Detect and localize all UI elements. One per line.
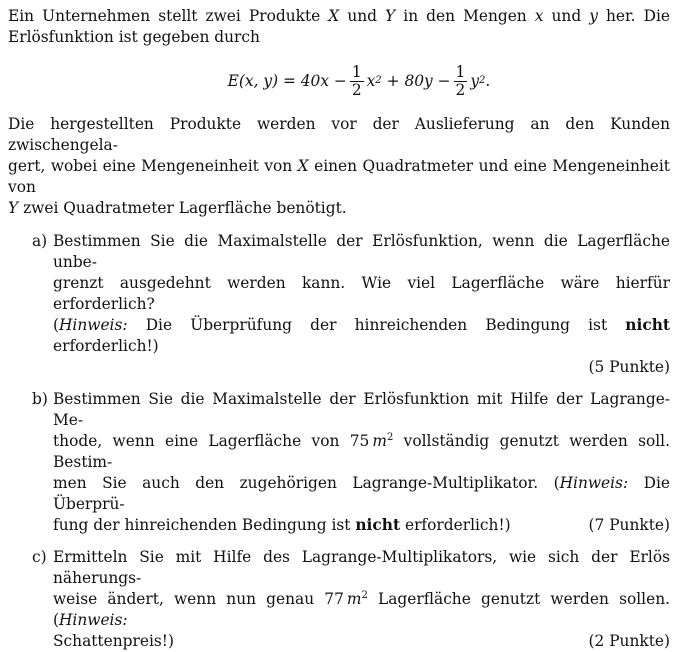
intro-line-1: Ein Unternehmen stellt zwei Produkte X und Y in den Mengen x und y her. Die bbox=[8, 7, 670, 25]
task-b-label: b) bbox=[32, 390, 48, 408]
task-b: b) Bestimmen Sie die Maximalstelle der Erlösfunktion mit Hilfe der Lagrange-Me- thode, wenn eine Lagerfläche von 75 $m^2$ vollständig genutzt werden soll. Bestim- men Sie auch den zugehörigen Lagrange-Multiplikator. (Hinweis: Die Überprü- fung der hinreichenden Bedingung ist nicht erforderlich!) (7 Punkte) bbox=[32, 390, 670, 534]
storage-line-3: Y zwei Quadratmeter Lagerfläche benötigt. bbox=[8, 199, 347, 217]
task-a-label: a) bbox=[32, 232, 48, 250]
task-a-points: (5 Punkte) bbox=[588, 358, 670, 376]
fraction-one-half-1: $\frac{1}{2}$ bbox=[351, 62, 362, 99]
intro-line-2: Erlösfunktion ist gegeben durch bbox=[8, 28, 260, 46]
task-c: c) Ermitteln Sie mit Hilfe des Lagrange-Multiplikators, wie sich der Erlös näherungs- weise ändert, wenn nun genau 77 $m^2$ Lagerfläche genutzt werden sollen. (Hinweis: Schattenpreis!) (2 Punkte) bbox=[32, 548, 671, 650]
storage-paragraph bbox=[8, 114, 670, 219]
fraction-one-half-2: $\frac{1}{2}$ bbox=[455, 62, 466, 99]
storage-line-2: gert, wobei eine Mengeneinheit von X einen Quadratmeter und eine Mengeneinheit von bbox=[8, 157, 670, 196]
task-c-label: c) bbox=[32, 548, 47, 566]
task-a: a) Bestimmen Sie die Maximalstelle der Erlösfunktion, wenn die Lagerfläche unbe- grenzt ausgedehnt werden kann. Wie viel Lagerfläche wäre hierfür erforderlich? (Hinweis: Die Überprüfung der hinreichenden Bedingung ist nicht erforderlich!) (5 Punkte) bbox=[32, 232, 670, 376]
revenue-formula: E(x, y) = 40x − $\frac{1}{2}$ x 2 + 80y − $\frac{1}{2}$ y 2 . bbox=[227, 62, 491, 99]
task-c-points: (2 Punkte) bbox=[588, 632, 670, 650]
task-b-points: (7 Punkte) bbox=[588, 516, 670, 534]
storage-line-1: Die hergestellten Produkte werden vor der Auslieferung an den Kunden zwischengela- bbox=[8, 115, 670, 154]
intro-text bbox=[8, 6, 670, 48]
